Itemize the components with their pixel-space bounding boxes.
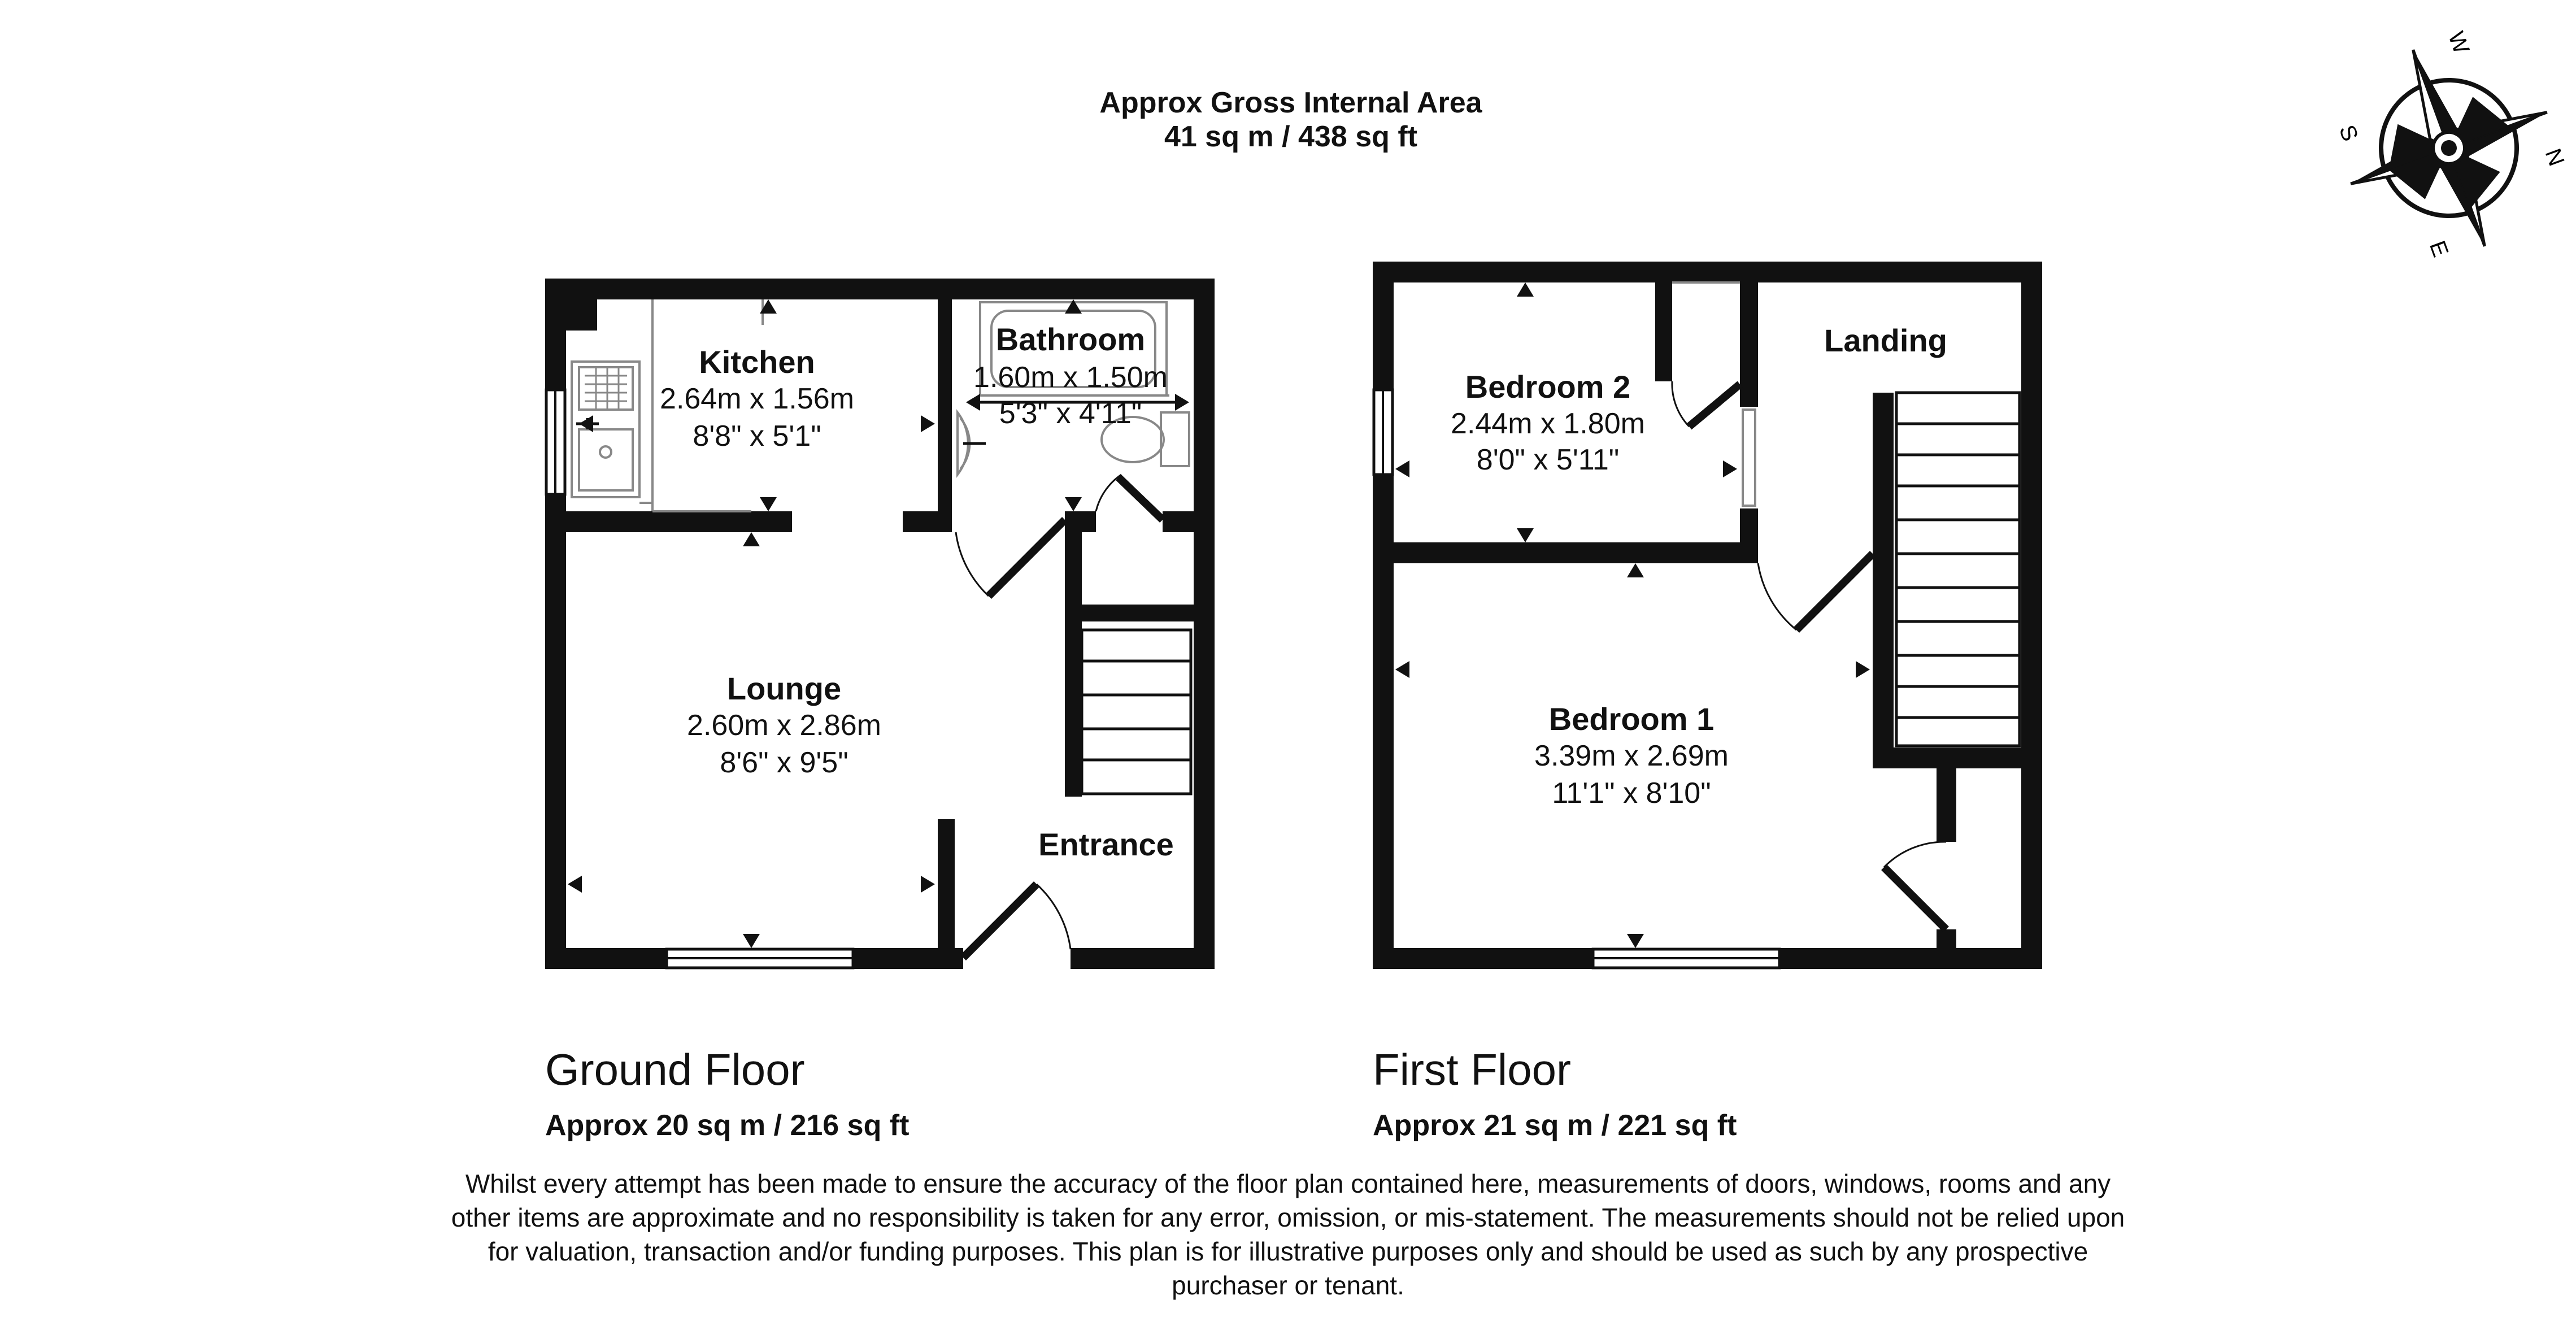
bathroom-wall-stub-right bbox=[1163, 511, 1194, 532]
gf-wall-left bbox=[545, 279, 566, 969]
ground-floor-stairs bbox=[1082, 630, 1191, 794]
compass-w: W bbox=[2443, 28, 2474, 57]
ff-wall-left bbox=[1373, 262, 1394, 969]
ground-floor-area: Approx 20 sq m / 216 sq ft bbox=[545, 1109, 910, 1142]
kitchen-imperial: 8'8" x 5'1" bbox=[693, 420, 821, 453]
ground-floor-doors bbox=[963, 477, 1163, 958]
first-floor-plan bbox=[1373, 262, 2042, 969]
compass-e: E bbox=[2424, 237, 2453, 260]
gross-area-value: 41 sq m / 438 sq ft bbox=[1164, 120, 1417, 153]
bedroom2-metric: 2.44m x 1.80m bbox=[1451, 407, 1645, 440]
cupboard-wall-top bbox=[1065, 605, 1194, 621]
bedroom1-label: Bedroom 1 bbox=[1548, 701, 1715, 737]
bedroom2-cupboard-wall bbox=[1655, 282, 1672, 381]
first-floor-area: Approx 21 sq m / 221 sq ft bbox=[1373, 1109, 1737, 1142]
first-floor-title: First Floor bbox=[1373, 1045, 1571, 1094]
disclaimer-text: Whilst every attempt has been made to ensure the accuracy of the floor plan contained here, measurements of doors, windows, rooms and any other items are approximate and no responsibility is taken for any error, omission, or mis-statement. The measurements should not be relied upon for valuation, transaction and/or funding purposes. This plan is for illustrative purposes only and should be used as such by any prospective purchaser or tenant. bbox=[451, 1169, 2125, 1300]
cupboard-door bbox=[1119, 477, 1163, 520]
bedroom1-cupboard-door bbox=[1884, 867, 1946, 929]
lounge-label: Lounge bbox=[726, 671, 842, 706]
kitchen-metric: 2.64m x 1.56m bbox=[660, 382, 854, 415]
lounge-entrance-wall bbox=[938, 819, 955, 969]
front-door bbox=[963, 884, 1037, 958]
compass-n: N bbox=[2540, 145, 2569, 169]
bedroom2-landing-wall-bottom bbox=[1740, 508, 1758, 563]
kitchen-lounge-wall bbox=[566, 511, 792, 532]
bedroom1-cupboard-wall bbox=[1937, 768, 1956, 842]
gf-wall-right bbox=[1194, 279, 1215, 969]
gf-wall-top bbox=[545, 279, 1215, 299]
first-floor-stairs bbox=[1896, 393, 2020, 746]
bedroom2-cupboard-door bbox=[1689, 384, 1740, 427]
compass-s: S bbox=[2334, 121, 2363, 145]
bedroom2-imperial: 8'0" x 5'11" bbox=[1476, 444, 1620, 476]
lounge-imperial: 8'6" x 9'5" bbox=[720, 746, 848, 779]
lounge-metric: 2.60m x 2.86m bbox=[687, 709, 881, 742]
kitchen-label: Kitchen bbox=[699, 344, 815, 380]
ground-floor-title: Ground Floor bbox=[545, 1045, 805, 1094]
bedroom1-imperial: 11'1" x 8'10" bbox=[1552, 777, 1711, 810]
gross-area-title: Approx Gross Internal Area bbox=[1099, 86, 1482, 119]
stairwell-wall-bottom bbox=[1873, 747, 2042, 768]
bedroom1-metric: 3.39m x 2.69m bbox=[1534, 740, 1729, 772]
bedroom1-cupboard-stub bbox=[1937, 929, 1956, 948]
cupboard-wall-left bbox=[1065, 511, 1082, 797]
ff-wall-top bbox=[1373, 262, 2042, 282]
kitchen-bathroom-wall bbox=[938, 299, 952, 532]
bathroom-label: Bathroom bbox=[995, 321, 1146, 357]
bathroom-metric: 1.60m x 1.50m bbox=[973, 361, 1168, 394]
lounge-bathroom-door bbox=[989, 520, 1065, 596]
bedroom1-door bbox=[1796, 554, 1873, 630]
gf-wall-bottom-right bbox=[1071, 948, 1215, 969]
ff-wall-right bbox=[2021, 262, 2042, 969]
stairwell-wall-left bbox=[1873, 393, 1894, 768]
toilet-cistern bbox=[1161, 412, 1189, 466]
landing-label: Landing bbox=[1824, 323, 1947, 358]
bathroom-imperial: 5'3" x 4'11" bbox=[999, 397, 1142, 430]
bedroom2-landing-wall-top bbox=[1740, 282, 1758, 407]
bedroom-partition-wall bbox=[1394, 542, 1755, 563]
entrance-label: Entrance bbox=[1038, 827, 1174, 862]
kitchen-corner-block bbox=[566, 299, 597, 331]
bedroom2-label: Bedroom 2 bbox=[1465, 369, 1631, 405]
